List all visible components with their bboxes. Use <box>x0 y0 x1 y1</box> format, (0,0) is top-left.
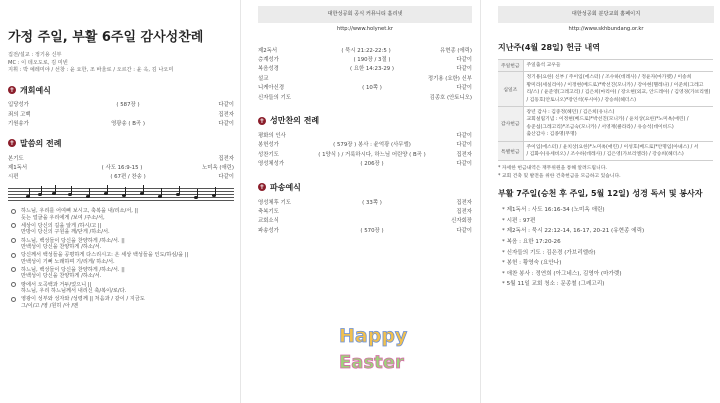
liturgy-row <box>258 225 472 234</box>
offering-donors <box>523 141 713 161</box>
table-row <box>498 107 713 142</box>
verse-line: 하느님, 우리 하느님께서 내리신 축/복이/로/다. <box>21 288 127 295</box>
offering-section-title: 지난주(4월 28일) 헌금 내역 <box>498 43 600 52</box>
row-detail: ( 190장 / 3절 ) <box>353 57 391 64</box>
list-item: * 애찬 봉사 : 정연희 (아그네스), 김영아 (마가렛) <box>502 270 622 277</box>
liturgy-row <box>258 216 472 225</box>
row-performer: 정기용 (요한) 신부 <box>427 75 472 82</box>
offering-donors <box>523 60 713 72</box>
row-label: 파송성가 <box>258 227 279 234</box>
row-label: 본기도 <box>8 155 24 162</box>
donor-line: 송준섭(그레고리)*조금숙(모니카) / 서영재(클라라) / 유승석(데이비드) <box>526 124 674 130</box>
cross-icon: ✝ <box>259 183 265 192</box>
row-label: 입당성가 <box>8 102 29 109</box>
row-performer: 다같이 <box>456 227 472 234</box>
row-label: 평화의 인사 <box>258 133 286 140</box>
verse-line: 영광이 성부와 성자와 /성령께 || 처음과 / 같이 / 지금도 <box>21 296 145 303</box>
cross-icon: ✝ <box>9 86 15 95</box>
happy-easter-illustration <box>337 318 408 378</box>
liturgy-row <box>258 45 472 54</box>
liturgy-row <box>258 206 472 215</box>
liturgy-row <box>258 73 472 82</box>
row-label: 영성체후 기도 <box>258 199 291 206</box>
schedule-list <box>498 205 714 290</box>
verse-line: 세상이 당신의 길을 알게 /하시/고 || <box>21 222 102 229</box>
donor-line: 출산감사 : 김종명(무명) <box>526 132 577 138</box>
offering-note: * 자세한 헌금내역은 재무위원을 통해 알려드립니다. <box>498 166 607 172</box>
row-label: 시편 <box>8 174 19 181</box>
psalm-verse <box>8 223 234 236</box>
list-item: * 복음 : 요한 17:20-26 <box>502 239 561 246</box>
offering-donors <box>523 107 713 142</box>
liturgy-row <box>258 54 472 63</box>
row-performer: 다같이 <box>456 66 472 73</box>
row-label: 교회소식 <box>258 218 279 225</box>
liturgy-row <box>258 149 472 158</box>
liturgy-row <box>8 162 234 171</box>
liturgy-row <box>8 100 234 109</box>
donor-line: 주이입(에스터) / 윤치상(요한)*노미옥(애린) / 이성호(베드로)*안명임(아녜스) / 서 <box>526 144 699 150</box>
row-performer: 다같이 <box>456 57 472 64</box>
liturgy-row <box>8 153 234 162</box>
list-item: * 시편 : 97편 <box>502 217 536 224</box>
verse-bullet-icon <box>11 223 16 228</box>
community-banner[interactable] <box>258 6 472 23</box>
verse-bullet-icon <box>11 267 16 272</box>
row-performer: 다같이 <box>456 161 472 168</box>
verse-bullet-icon <box>11 282 16 287</box>
row-detail: ( 묵시 21:22-22:5 ) <box>341 47 391 54</box>
service-credits <box>8 52 234 75</box>
verse-line: 당신께서 백성들을 공평하게 다스리시고: 온 세상 백성들을 인도/하심/을 || <box>21 252 189 259</box>
section-heading-eucharist <box>258 115 472 126</box>
row-detail: ( 사도 16:9-15 ) <box>101 165 143 172</box>
list-item: * 제2독서 : 묵시 22:12-14, 16-17, 20-21 (유현종 에릭) <box>502 228 645 235</box>
row-performer: 다같이 <box>218 174 234 181</box>
list-item: * 5월 11일 교회 청소 : 문종철 (그레고리) <box>502 281 605 288</box>
liturgy-row <box>8 109 234 118</box>
credit-line: 집전/설교 : 정기용 신부 <box>8 52 62 58</box>
row-label: 죄의 고백 <box>8 111 31 118</box>
homepage-banner[interactable] <box>498 6 714 23</box>
section-heading-word <box>8 138 234 149</box>
verse-line: 하느님, 백성들이 당신을 찬양하게 /하소/서. || <box>21 266 125 273</box>
verse-line: 하느님, 백성들이 당신을 찬양하게 /하소/서. || <box>21 237 125 244</box>
section-heading-opening <box>8 85 234 96</box>
liturgy-row <box>8 172 234 181</box>
row-label: 니케아신경 <box>258 85 285 92</box>
row-label: 층계성가 <box>258 57 279 64</box>
verse-line: 땅에서 오곡백과 거두/었으니 || <box>21 281 92 288</box>
row-label: 기원송가 <box>8 121 29 128</box>
row-performer: 다같이 <box>218 102 234 109</box>
donor-line: 교회설립기념 : 이정현(베드로)*박선진(모니카) / 윤치상(요한)*노미옥(애린) / <box>526 117 689 123</box>
liturgy-row <box>258 83 472 92</box>
row-detail: ( 1양식 ) / 거룩하시다, 하느님 어린양 ( B곡 ) <box>318 151 426 158</box>
easter-word: Easter <box>339 352 404 373</box>
row-performer: 집전자 <box>218 155 234 162</box>
list-item: * 봉헌 : 황영숙 (요안나) <box>502 260 562 267</box>
community-url-link[interactable]: http://www.holynet.kr <box>336 26 394 32</box>
homepage-url-link[interactable]: http://www.skhbundang.or.kr <box>568 26 644 32</box>
list-item: * 제1독서 : 사도 16:16-34 (노미옥 애린) <box>502 207 605 214</box>
psalm-verse <box>8 252 234 265</box>
donor-line: 장년 감사 : 김중정(헤던) / 김은희(유니스) <box>526 110 615 116</box>
row-performer: 다같이 <box>218 121 234 128</box>
row-label: 설교 <box>258 75 269 82</box>
row-performer: 집전자 <box>218 111 234 118</box>
row-detail: ( 10쪽 ) <box>362 85 382 92</box>
row-performer: 집전자 <box>456 151 472 158</box>
verse-line: 만백성이 당신을 찬양하게 /하소/서. <box>21 273 102 280</box>
verse-bullet-icon <box>11 297 16 302</box>
offerings-panel <box>480 0 720 403</box>
verse-line: 하느님, 우리를 어여삐 보시고, 축복을 내/리소/서, || <box>21 208 139 215</box>
liturgy-row <box>258 140 472 149</box>
liturgy-row <box>258 159 472 168</box>
verse-line: 만백성이 기뻐 노래하며 기/리게/ 하소/서. <box>21 258 115 265</box>
liturgy-row <box>258 64 472 73</box>
community-banner-title: 대한성공회 공식 커뮤니티 홀리넷 <box>327 11 403 17</box>
row-performer: 신자회장 <box>451 218 472 225</box>
row-label: 제1독서 <box>8 165 28 172</box>
row-performer: 다같이 <box>456 85 472 92</box>
psalm-music-staff <box>8 185 234 205</box>
row-detail: ( 67편 / 찬송 ) <box>110 174 146 181</box>
donor-line: / 김동호(안토니오)*장인석(루시아) / 강승희(헤더스) <box>526 97 637 103</box>
cross-icon: ✝ <box>259 116 265 125</box>
row-detail: ( 206장 ) <box>360 161 384 168</box>
row-detail: 영광송 ( B곡 ) <box>111 121 145 128</box>
psalm-verse <box>8 267 234 280</box>
row-performer: 집전자 <box>456 208 472 215</box>
verse-bullet-icon <box>11 253 16 258</box>
liturgy-row <box>258 130 472 139</box>
verse-line: 듯는 얼굴을 우리에게 /보여 /주소/서, <box>21 214 105 221</box>
offering-note: * 교회 건축 및 발전을 위한 건축헌금을 모금하고 있습니다. <box>498 173 621 179</box>
credit-line: 지휘 : 박 예레미야 / 선창 : 윤 요한, 조 바울로 / 오르간 : 윤 옥, 김 나오미 <box>8 67 174 74</box>
row-performer: 다같이 <box>456 133 472 140</box>
verse-line: 만백성이 당신을 찬양하게 /하소/서. <box>21 244 102 251</box>
row-label: 신자들의 기도 <box>258 94 291 101</box>
credit-line: MC : 이 데오도로, 김 미빈 <box>8 59 68 66</box>
psalm-verses <box>8 208 234 309</box>
row-performer: 김종호 (안토니오) <box>429 94 472 101</box>
donor-line: 정기용(요한) 신부 / 주이입(에스터) / 조수하(데레사) / 정윤자(마가렛) / 이송희 <box>526 75 692 81</box>
liturgy-row <box>258 197 472 206</box>
offering-table <box>498 59 713 161</box>
section-heading-label: 파송예식 <box>270 182 301 192</box>
row-detail: ( 요한 14:23-29 ) <box>349 66 395 73</box>
psalm-verse <box>8 282 234 295</box>
service-title: 가정 주일, 부활 6주일 감사성찬례 <box>8 30 204 45</box>
row-performer: 집전자 <box>456 199 472 206</box>
row-performer: 유현종 (에릭) <box>440 47 472 54</box>
row-label: 축복기도 <box>258 208 279 215</box>
psalm-verse <box>8 208 234 221</box>
row-label: 봉헌성가 <box>258 142 279 149</box>
psalm-verse <box>8 296 234 309</box>
donor-line: 주일출석 교우들 <box>526 63 561 68</box>
table-row <box>498 72 713 107</box>
offering-category: 십일조 <box>498 72 523 107</box>
happy-word: Happy <box>339 325 408 347</box>
psalm-verse <box>8 238 234 251</box>
row-performer: 노미옥 (애린) <box>202 165 234 172</box>
row-label: 영성체성가 <box>258 161 285 168</box>
row-label: 복음성경 <box>258 66 279 73</box>
row-detail: ( 579장 ) 봉사 : 윤억광 (사무엘) <box>333 142 411 149</box>
offering-category: 주일헌금 <box>498 60 523 72</box>
verse-bullet-icon <box>11 238 16 243</box>
verse-bullet-icon <box>11 209 16 214</box>
offering-donors <box>523 72 713 107</box>
section-heading-label: 성만찬의 전례 <box>270 116 320 126</box>
row-performer: 다같이 <box>456 142 472 149</box>
offering-category: 특별헌금 <box>498 141 523 161</box>
section-heading-label: 말씀의 전례 <box>20 138 62 148</box>
row-detail: ( 570장 ) <box>360 227 384 234</box>
donor-line: / 김화수(유세비오) / 조수하(데레사) / 김은영(가브리엘라) / 강승희(헤더스) <box>526 152 684 158</box>
verse-line: 만방이 당신의 구원을 깨/닫게 /하소/서. <box>21 229 110 236</box>
order-of-service-panel <box>0 0 240 403</box>
row-detail: ( 587장 ) <box>116 102 140 109</box>
table-row <box>498 60 713 72</box>
row-label: 제2독서 <box>258 47 278 54</box>
section-heading-dismissal <box>258 182 472 193</box>
schedule-title: 부활 7주일(승천 후 주일, 5월 12일) 성경 독서 및 봉사자 <box>498 189 703 199</box>
section-heading-label: 개회예식 <box>20 85 51 95</box>
table-row <box>498 141 713 161</box>
cross-icon: ✝ <box>9 139 15 148</box>
row-detail: ( 33쪽 ) <box>362 199 382 206</box>
offering-category: 감사헌금 <box>498 107 523 142</box>
liturgy-row <box>258 92 472 101</box>
donor-line: 황미라(세실리아) / 이정현(베드로)*박선진(모니카) / 강아현(헬레나) / 이준희(그레고 <box>526 82 704 88</box>
homepage-banner-title: 대한성공회 분당교회 홈페이지 <box>571 11 641 17</box>
verse-line: 그/이/고 /영 /원히 /아 /멘 <box>21 302 79 309</box>
list-item: * 신자들의 기도 : 김은경 (가브리엘라) <box>502 249 596 256</box>
row-label: 성찬기도 <box>258 151 279 158</box>
liturgy-row <box>8 119 234 128</box>
donor-line: 리/스) / 윤준영(그레고리) / 김은희(마리아) / 장오현(외교, 안드레아) / 김영경(가브리엘) <box>526 90 711 96</box>
